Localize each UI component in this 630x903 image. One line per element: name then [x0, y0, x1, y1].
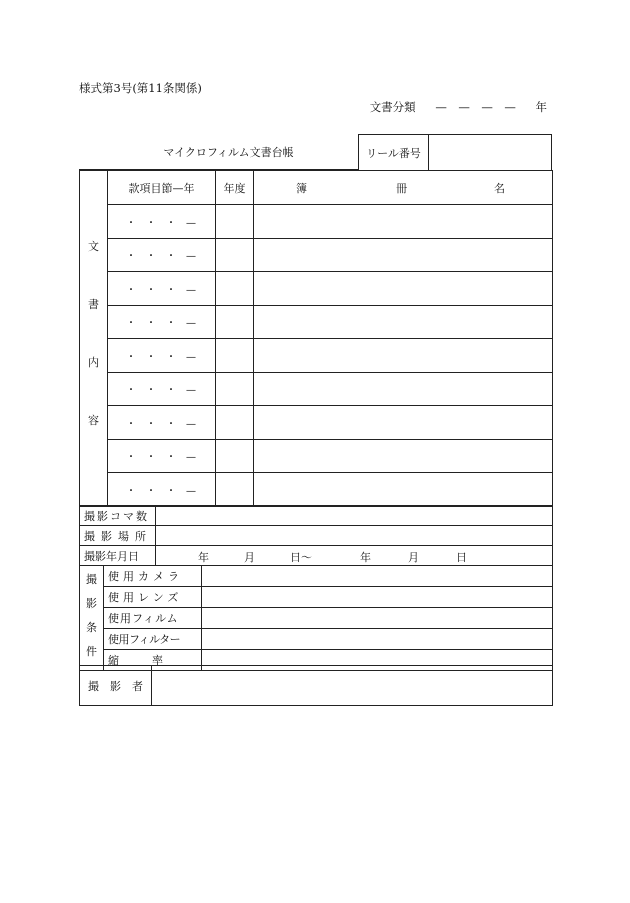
frames-label: 撮影コマ数 [80, 506, 156, 526]
col-header-book-name: 簿 冊 名 [254, 171, 553, 205]
book-name-cell[interactable] [254, 406, 553, 440]
document-classification [370, 99, 547, 115]
side-char: 内 [88, 356, 99, 369]
filter-field[interactable] [202, 629, 553, 650]
table-row [80, 473, 553, 507]
lens-field[interactable] [202, 587, 553, 608]
item-code-cell[interactable]: ・ ・ ・ — [108, 305, 216, 339]
item-code-cell[interactable]: ・ ・ ・ — [108, 473, 216, 507]
camera-label: 使用カメラ [104, 566, 202, 587]
table-row [80, 372, 553, 406]
frames-field[interactable] [156, 506, 553, 526]
photographer-table [79, 665, 553, 706]
classification-value[interactable]: — — — — [435, 100, 516, 114]
ledger-title: マイクロフィルム文書台帳 [163, 145, 294, 159]
photographer-field[interactable] [152, 666, 553, 706]
side-char: 書 [88, 298, 99, 311]
year-cell[interactable] [216, 339, 254, 373]
ledger-title-cell [79, 134, 358, 170]
book-name-cell[interactable] [254, 473, 553, 507]
contents-table [79, 170, 553, 507]
year-cell[interactable] [216, 372, 254, 406]
shooting-info-table [79, 505, 553, 566]
place-label: 撮影場所 [80, 526, 156, 546]
year-cell[interactable] [216, 406, 254, 440]
date-label: 撮影年月日 [80, 546, 156, 566]
item-code-cell[interactable]: ・ ・ ・ — [108, 238, 216, 272]
reel-number-label: リール番号 [366, 146, 421, 160]
table-row [80, 439, 553, 473]
book-name-cell[interactable] [254, 372, 553, 406]
table-row [80, 339, 553, 373]
book-name-cell[interactable] [254, 205, 553, 239]
film-label: 使用フィルム [104, 608, 202, 629]
conditions-table [79, 565, 553, 671]
place-field[interactable] [156, 526, 553, 546]
contents-side-label [80, 171, 108, 507]
year-cell[interactable] [216, 439, 254, 473]
item-code-cell[interactable]: ・ ・ ・ — [108, 339, 216, 373]
table-row [80, 305, 553, 339]
film-field[interactable] [202, 608, 553, 629]
table-row [80, 238, 553, 272]
table-row [80, 205, 553, 239]
book-name-cell[interactable] [254, 339, 553, 373]
col-header-item: 款項目節—年 [108, 171, 216, 205]
filter-label: 使用フィルター [104, 629, 202, 650]
table-row [80, 406, 553, 440]
year-cell[interactable] [216, 272, 254, 306]
book-name-cell[interactable] [254, 305, 553, 339]
reduction-ratio-label: 縮 率 [104, 650, 202, 671]
col-header-year: 年度 [216, 171, 254, 205]
conditions-side-label: 撮 影 条 件 [80, 566, 104, 671]
year-cell[interactable] [216, 238, 254, 272]
year-cell[interactable] [216, 305, 254, 339]
reel-number-field[interactable] [428, 134, 552, 170]
book-name-cell[interactable] [254, 439, 553, 473]
side-char: 文 [88, 240, 99, 253]
classification-label: 文書分類 [369, 100, 416, 114]
photographer-label: 撮 影 者 [80, 666, 152, 706]
form-number-label: 様式第3号(第11条関係) [79, 81, 202, 95]
classification-suffix: 年 [535, 100, 547, 114]
side-char: 容 [88, 414, 99, 427]
table-row [80, 272, 553, 306]
reel-number-label-cell [358, 134, 429, 170]
item-code-cell[interactable]: ・ ・ ・ — [108, 205, 216, 239]
item-code-cell[interactable]: ・ ・ ・ — [108, 372, 216, 406]
year-cell[interactable] [216, 473, 254, 507]
camera-field[interactable] [202, 566, 553, 587]
item-code-cell[interactable]: ・ ・ ・ — [108, 406, 216, 440]
date-field[interactable]: 年 月 日〜 年 月 日 [156, 546, 553, 566]
book-name-cell[interactable] [254, 272, 553, 306]
lens-label: 使用レンズ [104, 587, 202, 608]
item-code-cell[interactable]: ・ ・ ・ — [108, 439, 216, 473]
book-name-cell[interactable] [254, 238, 553, 272]
item-code-cell[interactable]: ・ ・ ・ — [108, 272, 216, 306]
year-cell[interactable] [216, 205, 254, 239]
